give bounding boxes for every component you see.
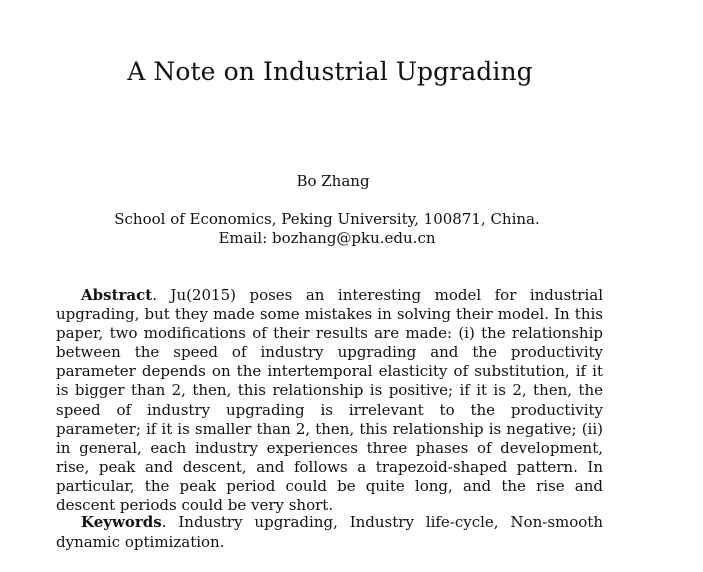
keywords-text: . Industry upgrading, Industry life-cycle, Non-smooth dynamic optimization. bbox=[56, 513, 603, 551]
abstract-label: Abstract bbox=[81, 286, 153, 304]
paper-title: A Note on Industrial Upgrading bbox=[127, 57, 533, 86]
affiliation: School of Economics, Peking University, 100871, China. bbox=[114, 210, 540, 228]
abstract-text: . Ju(2015) poses an interesting model for industrial upgrading, but they made some mistakes in solving their model. In this paper, two modifications of their results are made: (i) the relationship between the speed of industry upgrading and the productivity parameter depends on the intertemporal elasticity of substitution, if it is bigger than 2, then, this relationship is positive; if it is 2, then, the speed of industry upgrading is irrelevant to the productivity parameter; if it is smaller than 2, then, this relationship is negative; (ii) in general, each industry experiences three phases of development, rise, peak and descent, and follows a trapezoid-shaped pattern. In particular, the peak period could be quite long, and the rise and descent periods could be very short. bbox=[56, 286, 603, 515]
abstract-paragraph bbox=[56, 286, 603, 515]
affiliation-block bbox=[0, 210, 654, 248]
keywords-paragraph bbox=[56, 513, 603, 552]
author-name: Bo Zhang bbox=[296, 172, 370, 190]
keywords-label: Keywords bbox=[81, 513, 162, 531]
email: Email: bozhang@pku.edu.cn bbox=[218, 229, 436, 247]
